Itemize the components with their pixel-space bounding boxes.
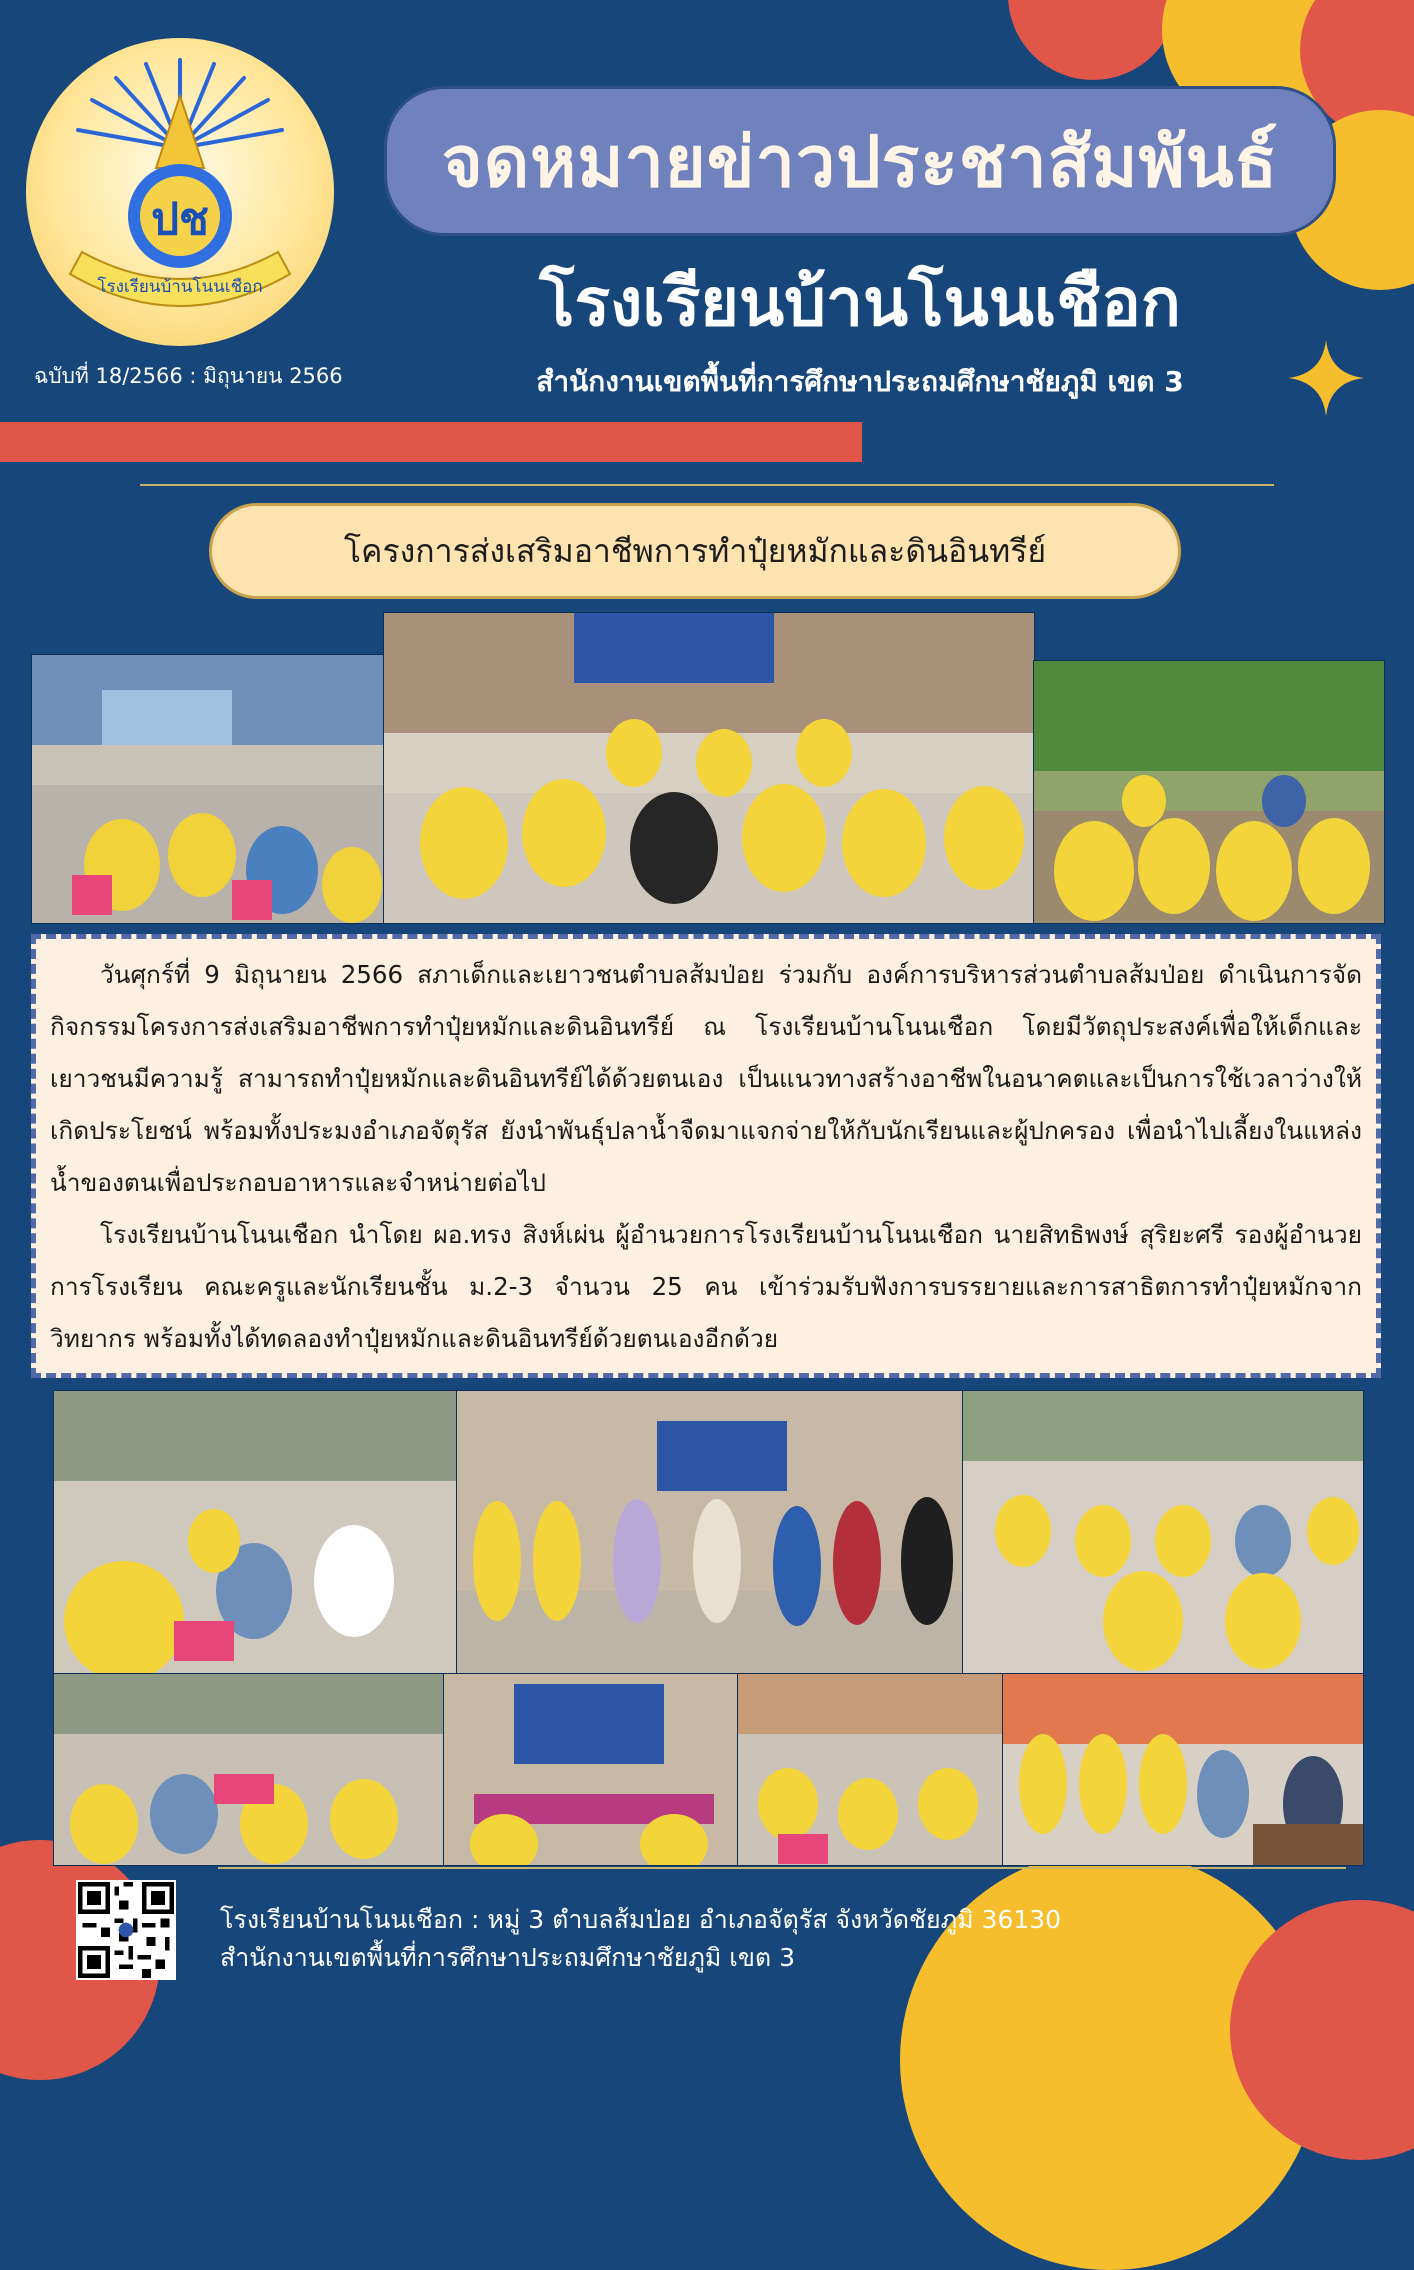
school-logo [26,38,334,346]
qr-code[interactable] [76,1880,176,1980]
footer-address: โรงเรียนบ้านโนนเชือก : หมู่ 3 ตำบลส้มป่อย อำเภอจัตุรัส จังหวัดชัยภูมิ 36130 [220,1905,1062,1934]
photo-bottom-4 [53,1673,445,1866]
photo-bottom-6 [737,1673,1004,1866]
school-name: โรงเรียนบ้านโนนเชือก [539,264,1181,341]
header-red-bar [0,422,862,462]
footer-divider [218,1867,1346,1869]
article-body [31,934,1381,1378]
district-office: สำนักงานเขตพื้นที่การศึกษาประถมศึกษาชัยภูมิ เขต 3 [536,365,1184,398]
decor-circle-red-top [1008,0,1178,80]
photo-activity-center [383,612,1035,924]
photo-bottom-7 [1002,1673,1364,1866]
issue-number: ฉบับที่ 18/2566 : มิถุนายน 2566 [34,364,343,388]
photo-bottom-2 [456,1390,964,1675]
article-paragraph-2: โรงเรียนบ้านโนนเชือก นำโดย ผอ.ทรง สิงห์เผ่น ผู้อำนวยการโรงเรียนบ้านโนนเชือก นายสิทธิพงษ์ สุริยะศรี รองผู้อำนวยการโรงเรียน คณะครูและนักเรียนชั้น ม.2-3 จำนวน 25 คน เข้าร่วมรับฟังการบรรยายและการสาธิตการทำปุ๋ยหมักจากวิทยากร พร้อมทั้งได้ทดลองทำปุ๋ยหมักและดินอินทรีย์ด้วยตนเองอีกด้วย [50,1220,1362,1353]
footer-office: สำนักงานเขตพื้นที่การศึกษาประถมศึกษาชัยภูมิ เขต 3 [220,1943,796,1972]
logo-text: โรงเรียนบ้านโนนเชือก [97,277,263,297]
newsletter-title: จดหมายข่าวประชาสัมพันธ์ [384,86,1336,236]
project-title: โครงการส่งเสริมอาชีพการทำปุ๋ยหมักและดินอินทรีย์ [209,503,1181,599]
photo-bottom-5 [443,1673,739,1866]
sparkle-star-icon [1288,340,1364,416]
photo-bottom-1 [53,1390,458,1675]
svg-text:ปช: ปช [151,194,209,245]
photo-bottom-3 [962,1390,1364,1675]
photo-activity-right [1033,660,1385,924]
article-paragraph-1: วันศุกร์ที่ 9 มิถุนายน 2566 สภาเด็กและเยาวชนตำบลส้มป่อย ร่วมกับ องค์การบริหารส่วนตำบลส้มป่อย ดำเนินการจัดกิจกรรมโครงการส่งเสริมอาชีพการทำปุ๋ยหมักและดินอินทรีย์ ณ โรงเรียนบ้านโนนเชือก โดยมีวัตถุประสงค์เพื่อให้เด็กและเยาวชนมีความรู้ สามารถทำปุ๋ยหมักและดินอินทรีย์ได้ด้วยตนเอง เป็นแนวทางสร้างอาชีพในอนาคตและเป็นการใช้เวลาว่างให้เกิดประโยชน์ พร้อมทั้งประมงอำเภอจัตุรัส ยังนำพันธุ์ปลาน้ำจืดมาแจกจ่ายให้กับนักเรียนและผู้ปกครอง เพื่อนำไปเลี้ยงในแหล่งน้ำของตนเพื่อประกอบอาหารและจำหน่ายต่อไป [50,960,1362,1197]
photo-activity-left [31,654,385,924]
divider-line [140,484,1274,486]
